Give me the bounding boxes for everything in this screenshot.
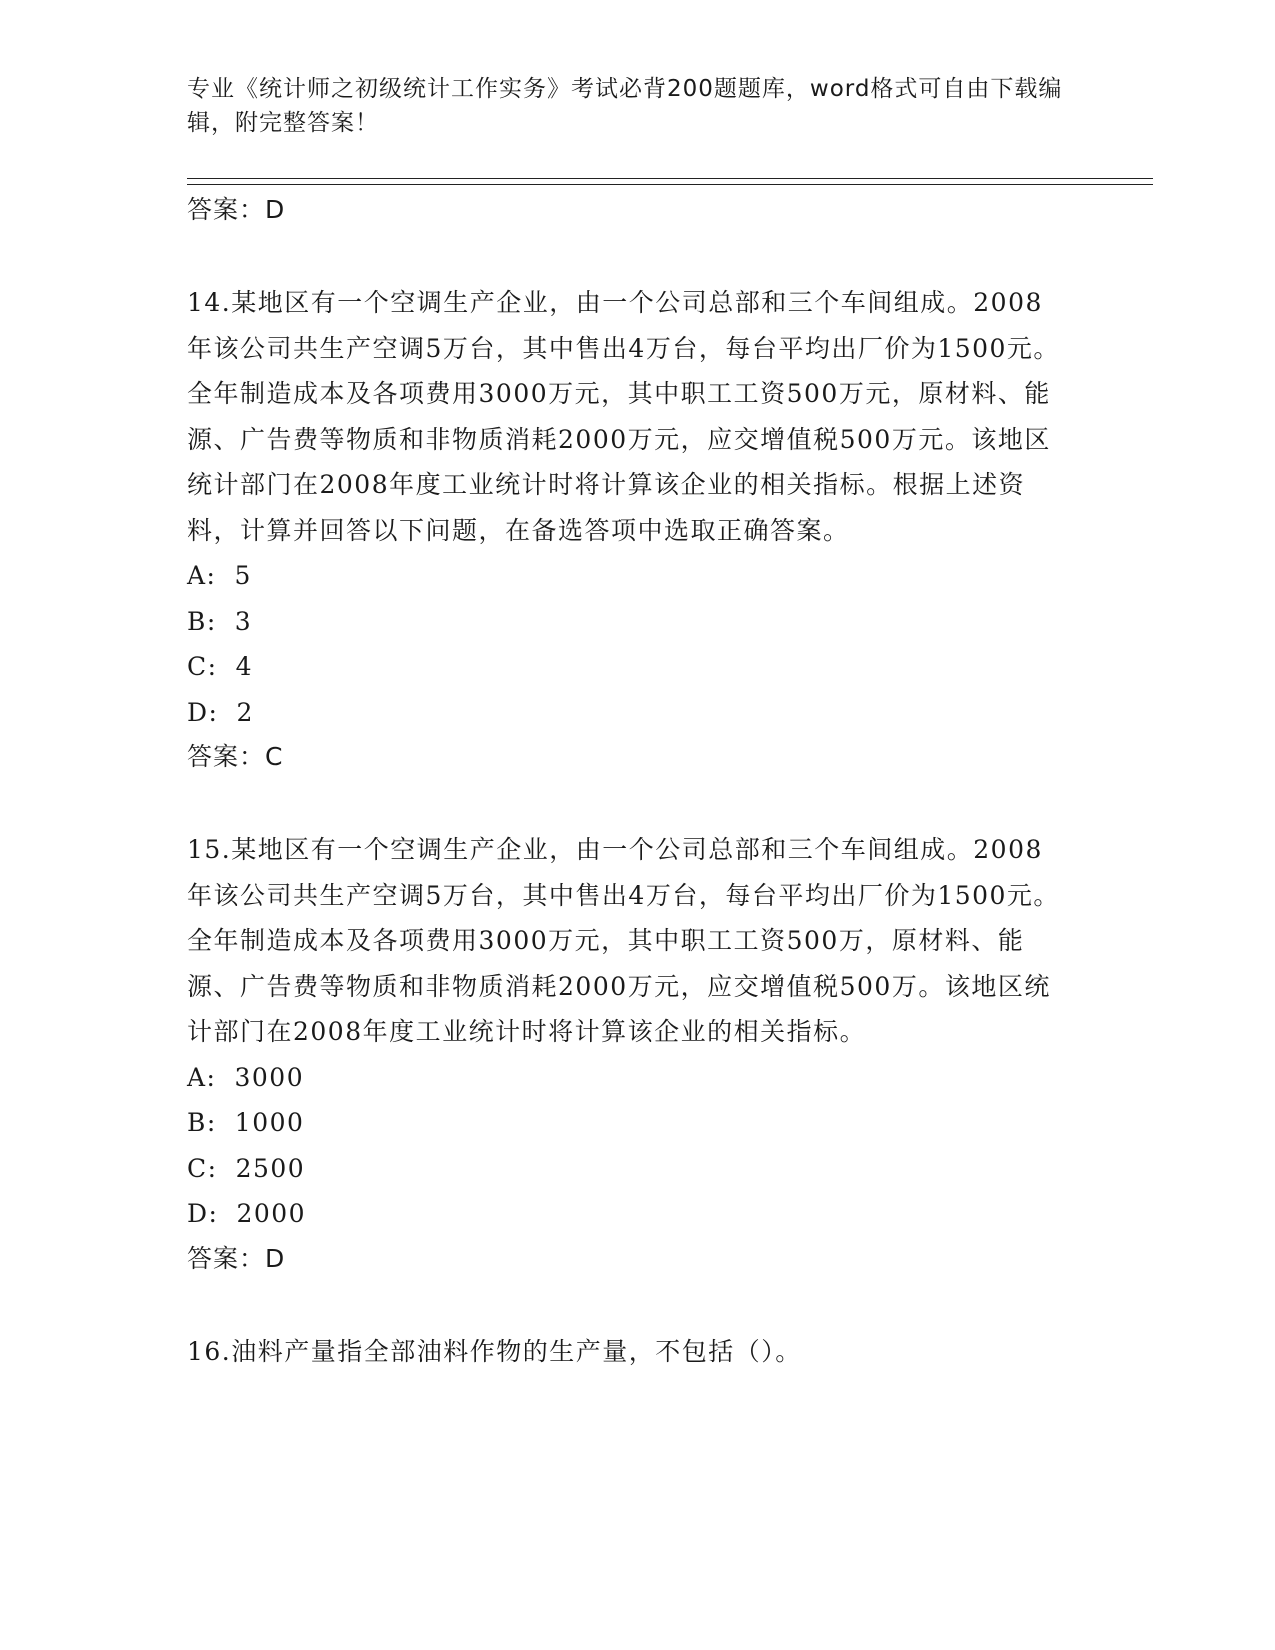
header-text: 专业《统计师之初级统计工作实务》考试必背200题题库，word格式可自由下载编辑，附完整答案！ — [187, 76, 1063, 136]
question-15-option-c — [187, 1146, 1067, 1192]
question-15-option-b — [187, 1100, 1067, 1146]
question-14-option-b — [187, 599, 1067, 645]
question-14-stem: 14.某地区有一个空调生产企业，由一个公司总部和三个车间组成。2008年该公司共生产空调5万台，其中售出4万台，每台平均出厂价为1500元。全年制造成本及各项费用3000万元，其中职工工资500万元，原材料、能源、广告费等物质和非物质消耗2000万元，应交增值税500万元。该地区统计部门在2008年度工业统计时将计算该企业的相关指标。根据上述资料，计算并回答以下问题，在备选答项中选取正确答案。 — [187, 288, 1060, 545]
answer-14: 答案：C — [187, 742, 284, 771]
question-15-stem: 15.某地区有一个空调生产企业，由一个公司总部和三个车间组成。2008年该公司共生产空调5万台，其中售出4万台，每台平均出厂价为1500元。全年制造成本及各项费用3000万元，其中职工工资500万，原材料、能源、广告费等物质和非物质消耗2000万元，应交增值税500万。该地区统计部门在2008年度工业统计时将计算该企业的相关指标。 — [187, 835, 1060, 1046]
document-body — [187, 188, 1067, 1374]
option-key: B: — [187, 1108, 217, 1137]
option-key: B: — [187, 606, 217, 636]
answer-15: 答案：D — [187, 1243, 286, 1273]
option-key: D: — [187, 697, 219, 727]
option-key: C: — [187, 652, 218, 681]
option-key: C: — [187, 1153, 218, 1183]
question-16 — [187, 1329, 1067, 1375]
option-value: 4 — [235, 652, 253, 681]
option-key: A: — [187, 561, 217, 590]
question-14 — [187, 280, 1067, 779]
option-value: 3000 — [234, 1062, 305, 1092]
option-key: A: — [187, 1062, 217, 1092]
option-key: D: — [187, 1199, 219, 1228]
option-value: 2000 — [236, 1199, 307, 1228]
question-15-option-d — [187, 1191, 1067, 1237]
option-value: 5 — [234, 561, 252, 590]
question-15 — [187, 827, 1067, 1281]
question-14-option-c — [187, 644, 1067, 690]
option-value: 2500 — [235, 1153, 306, 1183]
question-16-stem: 16.油料产量指全部油料作物的生产量，不包括（）。 — [187, 1336, 802, 1366]
question-14-option-a — [187, 553, 1067, 599]
option-value: 2 — [236, 697, 254, 727]
header-rule-bottom — [187, 184, 1153, 185]
option-value: 1000 — [234, 1108, 305, 1137]
header-rule-top — [187, 178, 1153, 179]
question-15-option-a — [187, 1055, 1067, 1101]
answer-13: 答案：D — [187, 195, 286, 224]
option-value: 3 — [234, 606, 253, 636]
question-14-option-d — [187, 690, 1067, 736]
document-header — [187, 72, 1067, 140]
